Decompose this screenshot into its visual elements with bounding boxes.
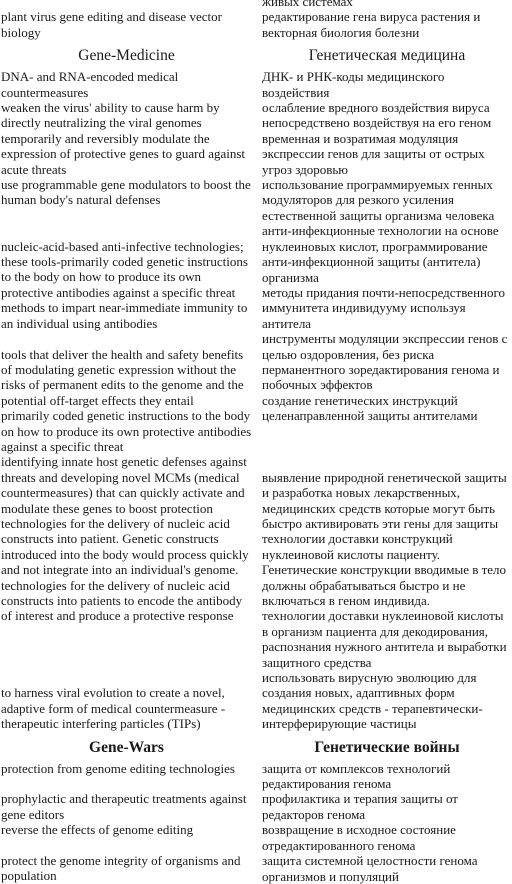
intro-ru-top-line: живых системах — [262, 0, 353, 9]
item-ru: анти-инфекционные технологии на основе нуклеиновых кислот, программирование анти-инфекционной защиты (антитела) организма — [262, 223, 499, 285]
block-en-column — [0, 761, 252, 884]
item-en: identifying innate host genetic defenses against threats and developing novel MCMs (medical countermeasures) that can quickly activate and modulate these genes to boost protection — [1, 454, 247, 516]
spacer — [262, 454, 512, 469]
gene-wars-heading-en: Gene-Wars — [89, 738, 164, 756]
item-ru: защита от комплексов технологий редактирования генома — [262, 760, 451, 792]
spacer — [1, 0, 252, 9]
item-ru: использовать вирусную эволюцию для создания новых, адаптивных форм медицинских средств - терапевтически-интерферирующие частицы — [262, 670, 483, 732]
gene-medicine-block — [0, 454, 512, 670]
item-ru: временная и возратимая модуляция экспрессии генов для защиты от острых угроз здоровью — [262, 130, 485, 177]
spacer — [1, 331, 252, 346]
spacer — [1, 223, 252, 238]
item-en: nucleic-acid-based anti-infective technologies; these tools-primarily coded genetic instructions to the body on how to produce its own protective antibodies against a specific threat — [1, 238, 248, 300]
item-ru: ДНК- и РНК-коды медицинского воздействия — [262, 69, 445, 100]
item-ru: инструменты модуляции экспрессии генов с целью оздоровления, без риска перманентного зоредактирования генома и побочных эффектов — [262, 331, 508, 393]
intro-ru-line: редактирование гена вируса растения и векторная биология болезни — [262, 9, 481, 40]
gene-medicine-block — [0, 670, 512, 732]
gene-medicine-block — [0, 331, 512, 454]
gene-medicine-block — [0, 223, 512, 331]
intro-row — [0, 0, 512, 40]
spacer — [1, 838, 252, 853]
block-ru-column — [262, 223, 512, 331]
item-en: prophylactic and therapeutic treatments against gene editors — [1, 791, 247, 822]
item-ru: технологии доставки конструкций нуклеиновой кислоты пациенту. Генетические конструкции вводимые в тело должны обрабатываться быстро и не включаться в геном индивида. — [262, 531, 507, 608]
block-ru-column — [262, 454, 512, 670]
item-ru: создание генетических инструкций целенаправленной защиты антителами — [262, 392, 478, 424]
item-en: protect the genome integrity of organisms and population — [1, 853, 241, 884]
item-en: weaken the virus' ability to cause harm by directly neutralizing the viral genomes — [1, 100, 220, 131]
block-en-column — [0, 454, 252, 670]
item-en: primarily coded genetic instructions to the body on how to produce its own protective antibodies against a specific threat — [1, 408, 252, 454]
item-ru: технологии доставки нуклеиновой кислоты в организм пациента для декодирования, распознания нужного антитела и выработки защитного средства — [262, 608, 507, 670]
item-ru: методы придания почти-непосредственного иммунитета индивидууму используя антитела — [262, 284, 505, 331]
block-en-column — [0, 223, 252, 331]
item-ru: защита системной целостности генома организмов и популяций — [262, 853, 478, 884]
gene-wars-heading-ru: Генетические войны — [314, 738, 460, 756]
intro-en-line: plant virus gene editing and disease vector biology — [1, 9, 222, 40]
item-en: reverse the effects of genome editing — [1, 822, 194, 838]
item-ru: использование программируемых генных модуляторов для резкого усиления естественной защиты организма человека — [262, 177, 495, 223]
item-en: technologies for the delivery of nucleic acid constructs into patients to encode the antibody of interest and produce a protective response — [1, 577, 243, 624]
gene-medicine-block — [0, 69, 512, 223]
block-en-column — [0, 331, 252, 454]
gene-medicine-heading-ru: Генетическая медицина — [308, 47, 466, 65]
item-ru: возвращение в исходное состояние отредактированного генома — [262, 822, 456, 853]
item-en: DNA- and RNA-encoded medical countermeasures — [1, 69, 179, 100]
intro-en-column — [0, 0, 252, 40]
item-ru: выявление природной генетической защиты и разработка новых лекарственных, медицинских средств которые могут быть быстро активировать эти гены для защиты — [262, 469, 507, 531]
item-en: methods to impart near-immediate immunity to an individual using antibodies — [1, 300, 248, 331]
item-en: to harness viral evolution to create a novel, adaptive form of medical countermeasure - therapeutic interfering particles (TIPs) — [1, 685, 226, 732]
gene-wars-heading-row — [0, 732, 512, 761]
block-ru-column — [262, 69, 512, 223]
item-en: temporarily and reversibly modulate the expression of protective genes to guard against acute threats — [1, 130, 246, 177]
block-en-column — [0, 69, 252, 223]
block-en-column — [0, 670, 252, 732]
item-ru: профилактика и терапия защиты от редакторов генома — [262, 791, 458, 822]
block-ru-column — [262, 331, 512, 454]
item-en: use programmable gene modulators to boost the human body's natural defenses — [1, 177, 251, 208]
spacer — [1, 670, 252, 685]
block-ru-column — [262, 761, 512, 884]
gene-medicine-heading-en: Gene-Medicine — [78, 47, 175, 65]
item-en: technologies for the delivery of nucleic acid constructs into patient. Genetic constructs introduced into the body would process quickly and not integrate into an individual's genome. — [1, 515, 249, 578]
gene-medicine-heading-row — [0, 40, 512, 69]
block-ru-column — [262, 670, 512, 732]
intro-ru-column — [262, 0, 512, 40]
item-en: protection from genome editing technologies — [1, 760, 235, 776]
gene-wars-block — [0, 761, 512, 884]
spacer — [1, 776, 252, 791]
item-ru: ослабление вредного воздействия вируса непосредствено воздействуя на его геном — [262, 100, 492, 131]
item-en: tools that deliver the health and safety benefits of modulating genetic expression without the risks of permanent edits to the genome and the potential off-target effects they entail — [1, 346, 244, 408]
